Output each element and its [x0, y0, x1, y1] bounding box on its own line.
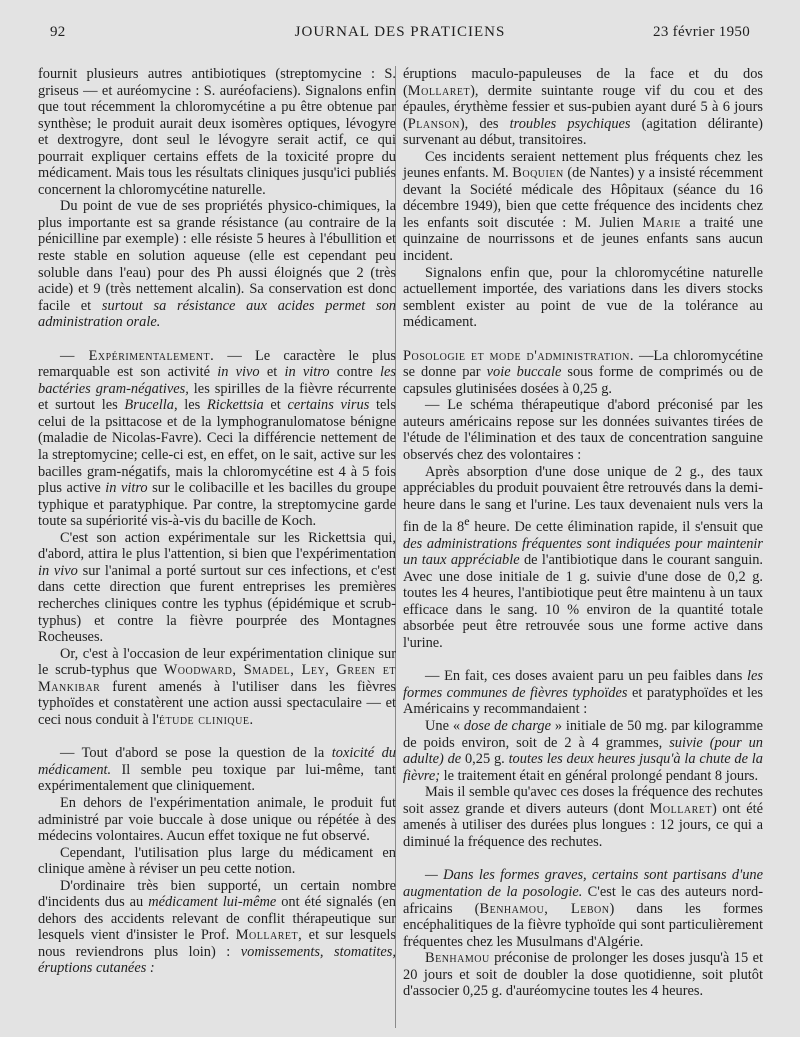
paragraph: D'ordinaire très bien supporté, un certain nombre d'incidents dus au médicament lui-même ont été signalés (en dehors des accidents relevant de conflit thérapeutique sur lesquels vient d'insister le Prof. Mollaret, et sur lesquels nous reviendrons plus loin) : vomissements, stomatites, éruptions cutanées :: [38, 877, 396, 977]
paragraph: Or, c'est à l'occasion de leur expérimentation clinique sur le scrub-typhus que Woodward, Smadel, Ley, Green et Mankibar furent amenés à l'utiliser dans les fièvres typhoïdes et constatèrent une action aussi spectaculaire — et ceci nous conduit à l'étude clinique.: [38, 645, 396, 728]
paragraph: Benhamou préconise de prolonger les doses jusqu'à 15 et 20 jours et soit de doubler la dose quotidienne, soit plutôt d'associer 0,25 g. d'auréomycine toutes les 4 heures.: [403, 950, 763, 1000]
left-column: [38, 66, 396, 977]
section-posology: Posologie et mode d'administration. —La chloromycétine se donne par voie buccale sous forme de comprimés ou de capsules glutinisées dosées à 0,25 g.: [403, 347, 763, 397]
paragraph: C'est son action expérimentale sur les Rickettsia qui, d'abord, attira le plus l'attention, si bien que l'expérimentation in vivo sur l'animal a porté surtout sur ces infections, et c'est dans cette direction que furent entreprises les premières recherches cliniques contre les typhus (épidémique et scrub-typhus) et contre la fièvre pourprée des Montagnes Rocheuses.: [38, 529, 397, 646]
paragraph: Du point de vue de ses propriétés physico-chimiques, la plus importante est sa grande résistance (au contraire de la pénicilline par exemple) : elle résiste 5 heures à l'ébullition et reste stable en solution aqueuse (elle est cependant peu soluble dans l'eau) pour des Ph aussi éloignés que 2 (très acide) et 9 (très nettement alcalin). Sa conservation est donc facile et surtout sa résistance aux acides permet son administration orale.: [38, 198, 397, 331]
paragraph: Signalons enfin que, pour la chloromycétine naturelle actuellement importée, des variations dans les divers stocks semblent exister au point de vue de la tolérance au médicament.: [403, 264, 763, 331]
paragraph: Cependant, l'utilisation plus large du médicament en clinique amène à réviser un peu cette notion.: [38, 844, 396, 878]
paragraph: Ces incidents seraient nettement plus fréquents chez les jeunes enfants. M. Boquien (de Nantes) y a insisté récemment devant la Société médicale des Hôpitaux (séance du 16 décembre 1949), bien que cette fréquence des incidents chez les enfants soit discutée : M. Julien Marie a traité une quinzaine de nourrissons et de jeunes enfants sans aucun incident.: [403, 148, 764, 265]
paragraph: En dehors de l'expérimentation animale, le produit fut administré par voie buccale à dose unique ou répétée à des médecins volontaires. Aucun effet toxique ne fut observé.: [38, 794, 396, 845]
right-column: [403, 66, 763, 1000]
issue-date: 23 février 1950: [653, 24, 750, 40]
paragraph: éruptions maculo-papuleuses de la face et du dos (Mollaret), dermite suintante rouge vif du cou et des épaules, érythème fessier et sus-pubien ayant duré 5 à 6 jours (Planson), des troubles psychiques (agitation délirante) survenant au début, transitoires.: [403, 66, 763, 149]
journal-title: JOURNAL DES PRATICIENS: [294, 24, 506, 40]
section-heading: Posologie et mode d'administration.: [403, 347, 634, 364]
section-experimental: — Expérimentalement. — Le caractère le plus remarquable est son activité in vivo et in vitro contre les bactéries gram-négatives, les spirilles de la fièvre récurrente et surtout les Brucella, les Rickettsia et certains virus tels celui de la psittacose et de la lymphogranulomatose bénigne (maladie de Nicolas-Favre). Ceci la différencie nettement de la streptomycine; celle-ci est, en effet, on le sait, active sur les bacilles gram-négatifs, mais la chloromycétine est 4 à 5 fois plus active in vitro sur le colibacille et les bacilles du groupe typhique et paratyphique. Par contre, la streptomycine garde toute sa supériorité vis-à-vis du bacille de Koch.: [38, 347, 397, 530]
paragraph: Une « dose de charge » initiale de 50 mg. par kilogramme de poids environ, soit de 2 à 4 grammes, suivie (pour un adulte) de 0,25 g. toutes les deux heures jusqu'à la chute de la fièvre; le traitement était en général prolongé pendant 8 jours.: [403, 718, 763, 784]
section-heading: — Expérimentalement.: [60, 347, 215, 364]
paragraph: — Dans les formes graves, certains sont partisans d'une augmentation de la posologie. C'est le cas des auteurs nord-africains (Benhamou, Lebon) dans les formes encéphalitiques de la fièvre typhoïde qui sont particulièrement fréquentes chez les Musulmans d'Algérie.: [403, 867, 763, 950]
paragraph: — Tout d'abord se pose la question de la toxicité du médicament. Il semble peu toxique par lui-même, tant expérimentalement que cliniquement.: [38, 745, 396, 795]
running-header: [50, 24, 750, 46]
page-number: 92: [50, 24, 66, 40]
paragraph: Mais il semble qu'avec ces doses la fréquence des rechutes soit assez grande et divers auteurs (dont Mollaret) ont été amenés à utiliser des durées plus longues : 12 jours, ce qui a diminué la fréquence des rechutes.: [403, 784, 763, 850]
paragraph: — Le schéma thérapeutique d'abord préconisé par les auteurs américains repose sur les données suivantes tirées de l'étude de l'élimination et des taux de concentration sanguine observés chez des volontaires :: [403, 397, 763, 464]
paragraph: — En fait, ces doses avaient paru un peu faibles dans les formes communes de fièvres typhoïdes et paratyphoïdes et les Américains y recommandaient :: [403, 668, 763, 718]
paragraph: fournit plusieurs autres antibiotiques (streptomycine : S. griseus — et auréomycine : S. auréofaciens). Signalons enfin que tout récemment la chloromycétine a pu être obtenue par synthèse; le produit aurait deux isomères optiques, lévogyre et dextrogyre, dont seul le lévogyre serait actif, ce qui pourrait expliquer certains effets de la toxicité propre du médicament. Mais tous les résultats cliniques jusqu'ici publiés concernent la chloromycétine naturelle.: [38, 66, 396, 198]
paragraph: Après absorption d'une dose unique de 2 g., des taux appréciables du produit pouvaient être retrouvés dans la demi-heure dans le sang et l'urine. Les taux devenaient nuls vers la fin de la 8e heure. De cette élimination rapide, il s'ensuit que des administrations fréquentes sont indiquées pour maintenir un taux appréciable de l'antibiotique dans le courant sanguin. Avec une dose initiale de 1 g. suivie d'une dose de 0,2 g. toutes les 4 heures, l'antibiotique peut être maintenu à un taux efficace dans le sang. 10 % environ de la quantité totale absorbée peut être retrouvée sous une forme active dans l'urine.: [403, 463, 763, 651]
